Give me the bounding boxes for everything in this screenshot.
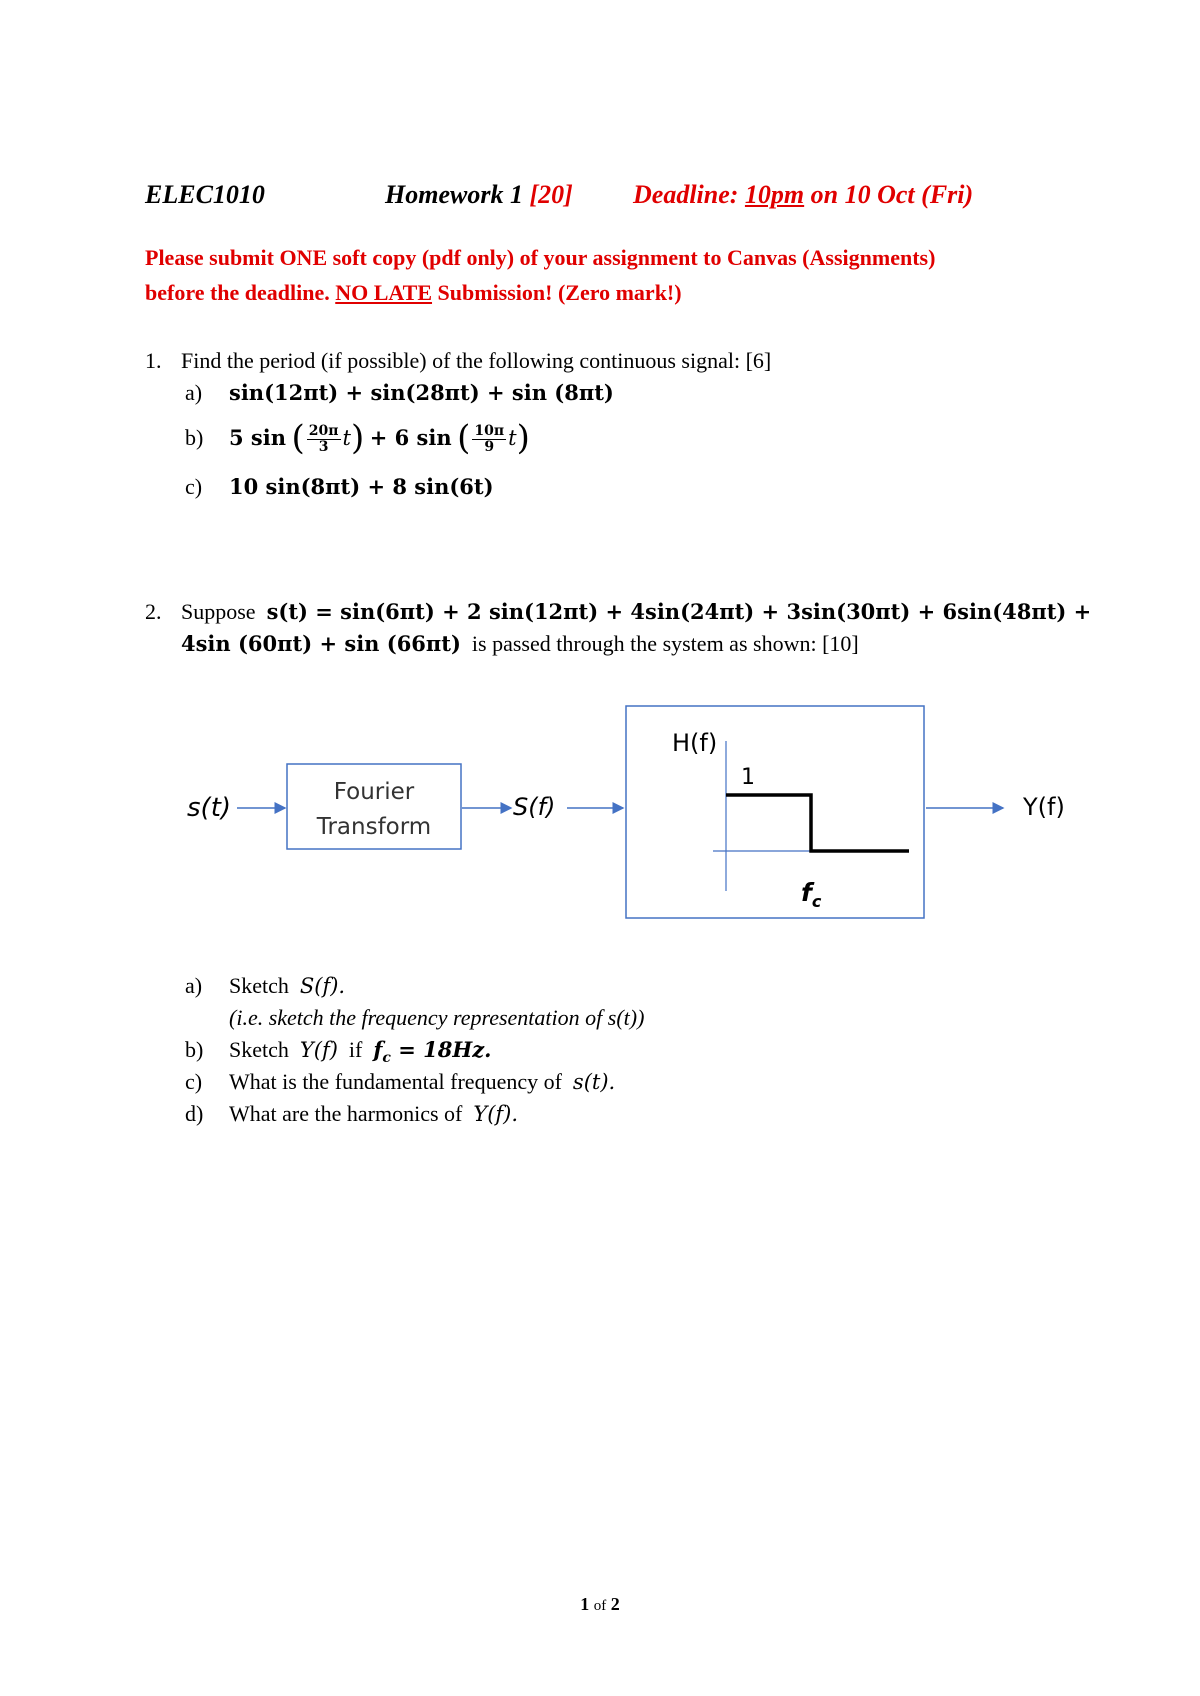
question-number: 2. [145,599,162,624]
total-marks: [20] [529,180,573,209]
fourier-block-label-2: Transform [316,814,432,840]
question-number: 1. [145,348,162,373]
system-block-diagram [175,705,1095,950]
question-1b: b) 5 sin ( $\frac{20\pi}{3}$ t) + 6 sin ( $\frac{10\pi}{9}$ t) [185,418,530,458]
question-2c: c) What is the fundamental frequency of s(t). [185,1069,616,1094]
course-code: ELEC1010 [145,180,265,209]
filter-label: H(f) [672,729,718,757]
filter-level-label: 1 [741,765,755,790]
question-1a: a) sin(12πt) + sin(28πt) + sin (8πt) [185,380,614,405]
question-text: Find the period (if possible) of the following continuous signal: [6] [181,348,772,373]
input-signal-label: s(t) [187,793,232,823]
deadline: Deadline: 10pm on 10 Oct (Fri) [633,180,974,209]
question-2a-note: (i.e. sketch the frequency representation of s(t)) [229,1005,645,1030]
submission-notice: Please submit ONE soft copy (pdf only) of your assignment to Canvas (Assignments) before the deadline. NO LATE Submission! (Zero mark!) [145,245,936,305]
question-1c: c) 10 sin(8πt) + 8 sin(6t) [185,474,494,499]
page-number: 1 of 2 [580,1594,620,1614]
homework-title: Homework 1 [20] [385,180,573,209]
cutoff-label: $f_c$ [801,878,822,911]
filter-block [626,706,924,918]
question-2b: b) Sketch Y(f) if $f_c = 18Hz$. [185,1037,492,1067]
spectrum-label: S(f) [513,793,556,821]
output-signal-label: Y(f) [1023,793,1065,821]
question-2a: a) Sketch S(f). [185,973,346,998]
fourier-block-label-1: Fourier [333,779,415,805]
question-text-cont: 4sin (60πt) + sin (66πt) is passed through the system as shown: [10] [181,631,859,656]
question-text: Suppose s(t) = sin(6πt) + 2 sin(12πt) + 4sin(24πt) + 3sin(30πt) + 6sin(48πt) + [181,599,1092,624]
question-2d: d) What are the harmonics of Y(f). [185,1101,519,1126]
